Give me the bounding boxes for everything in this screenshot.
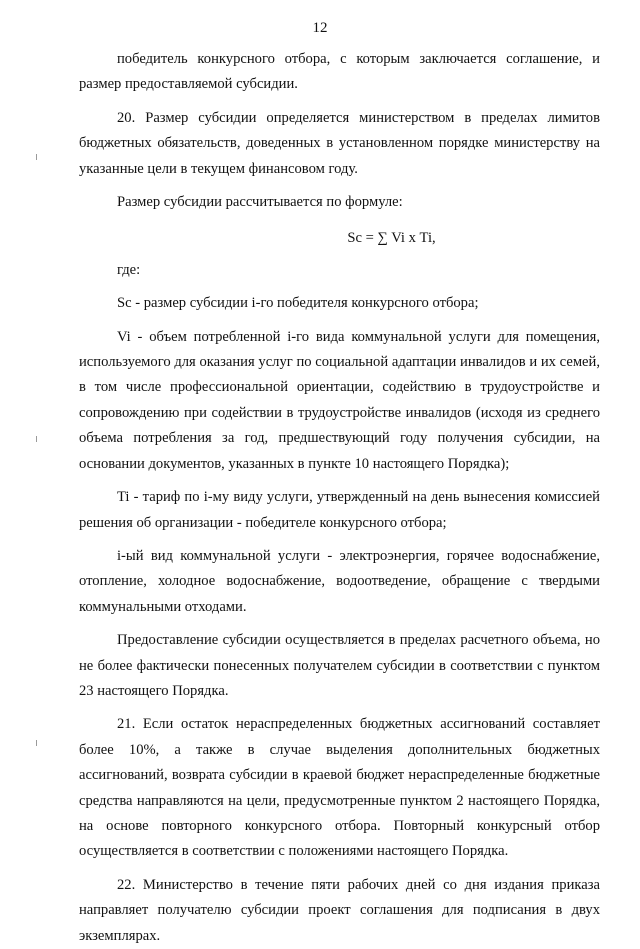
definition-ti: Ti - тариф по i-му виду услуги, утвержденный на день вынесения комиссией решения об организации - победителе конкурсного отбора; bbox=[79, 489, 600, 531]
margin-mark bbox=[36, 740, 37, 746]
paragraph-provision-limit: Предоставление субсидии осуществляется в пределах расчетного объема, но не более фактически понесенных получателем субсидии в соответствии с пунктом 23 настоящего Порядка. bbox=[79, 632, 600, 699]
paragraph-formula-intro: Размер субсидии рассчитывается по формуле: bbox=[117, 194, 403, 211]
margin-mark bbox=[36, 154, 37, 160]
margin-mark bbox=[36, 436, 37, 442]
definition-sc: Sc - размер субсидии i-го победителя конкурсного отбора; bbox=[117, 295, 479, 312]
paragraph-continuation: победитель конкурсного отбора, с которым заключается соглашение, и размер предоставляемой субсидии. bbox=[79, 51, 600, 93]
paragraph-where: где: bbox=[117, 261, 141, 278]
paragraph-item-21: 21. Если остаток нераспределенных бюджетных ассигнований составляет более 10%, а также в случае выделения дополнительных бюджетных ассигнований, возврата субсидии в краевой бюджет нераспределенные бюджетные средства направляются на цели, предусмотренные пунктом 2 настоящего Порядка, на основе повторного конкурсного отбора. Повторный конкурсный отбор осуществляется в соответствии с положениями настоящего Порядка. bbox=[79, 716, 600, 860]
page-number: 12 bbox=[312, 20, 328, 36]
paragraph-item-20: 20. Размер субсидии определяется министерством в пределах лимитов бюджетных обязательств, доведенных в установленном порядке министерству на указанные цели в текущем финансовом году. bbox=[79, 109, 600, 177]
formula: Sc = ∑ Vi х Ti, bbox=[347, 230, 436, 247]
definition-service-type: i-ый вид коммунальной услуги - электроэнергия, горячее водоснабжение, отопление, холодное водоснабжение, водоотведение, обращение с твердыми коммунальными отходами. bbox=[79, 547, 600, 615]
paragraph-item-22: 22. Министерство в течение пяти рабочих дней со дня издания приказа направляет получателю субсидии проект соглашения для подписания в двух экземплярах. bbox=[79, 876, 600, 944]
document-body bbox=[79, 47, 600, 949]
definition-vi: Vi - объем потребленной i-го вида коммунальной услуги для помещения, используемого для оказания услуг по социальной адаптации инвалидов и их семей, в том числе профессиональной ориентации, содействию в трудоустройстве и сопровождению при содействии в трудоустройстве инвалидов (исходя из среднего объема потребления за год, предшествующий году получения субсидии, на основании документов, указанных в пункте 10 настоящего Порядка); bbox=[79, 328, 600, 472]
